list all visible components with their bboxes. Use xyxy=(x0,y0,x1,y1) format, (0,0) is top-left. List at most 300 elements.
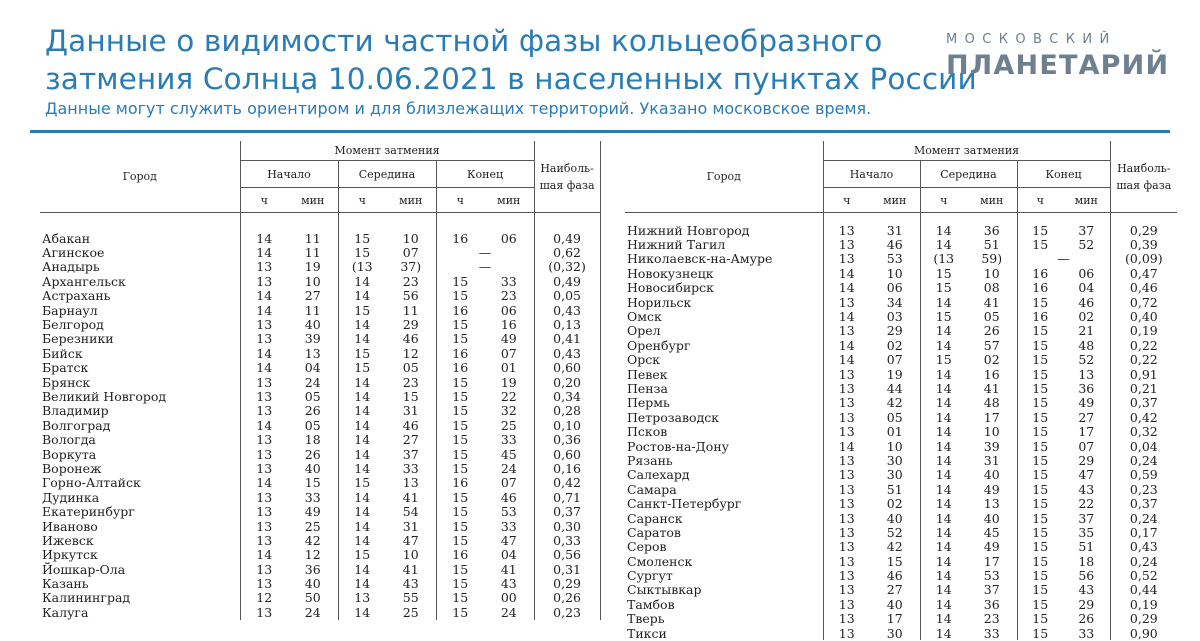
end-minute-cell: 43 xyxy=(1078,582,1095,598)
phase-cell: 0,62 xyxy=(534,245,600,259)
city-cell: Брянск xyxy=(42,374,91,390)
phase-cell: 0,26 xyxy=(534,591,600,605)
spacer-cell xyxy=(920,213,967,224)
city-cell: Николаевск-на-Амуре xyxy=(627,251,773,267)
city-cell: Санкт-Петербург xyxy=(627,496,742,512)
phase-cell: 0,22 xyxy=(1110,353,1177,367)
phase-cell: 0,24 xyxy=(1110,453,1177,467)
table-row xyxy=(40,461,600,475)
table-row xyxy=(625,540,1177,554)
header-minute: мин xyxy=(484,188,534,213)
phase-cell: 0,71 xyxy=(534,490,600,504)
city-cell: Нижний Тагил xyxy=(627,237,726,253)
phase-cell: 0,19 xyxy=(1110,324,1177,338)
city-cell: Рязань xyxy=(627,452,673,468)
middle-hour-cell: 14 xyxy=(338,274,386,288)
middle-hour-cell: 14 xyxy=(338,432,386,446)
middle-minute-cell: 46 xyxy=(402,417,419,433)
start-minute-cell: 11 xyxy=(304,302,321,318)
end-minute-cell: 07 xyxy=(500,345,517,361)
middle-hour-cell: 14 xyxy=(920,381,967,395)
end-minute-cell: 36 xyxy=(1078,380,1095,396)
end-minute-cell: 47 xyxy=(1078,467,1095,483)
spacer-cell xyxy=(436,213,484,232)
phase-cell: 0,04 xyxy=(1110,439,1177,453)
header-hour: ч xyxy=(338,188,386,213)
start-minute-cell: 02 xyxy=(886,337,903,353)
start-minute-cell: 42 xyxy=(886,395,903,411)
phase-cell: 0,32 xyxy=(1110,424,1177,438)
spacer-cell xyxy=(338,213,386,232)
end-hour-cell: 15 xyxy=(436,418,484,432)
end-hour-cell: 15 xyxy=(1017,424,1063,438)
middle-minute-cell: 08 xyxy=(983,280,1000,296)
middle-minute-cell: 12 xyxy=(402,345,419,361)
end-hour-cell: 15 xyxy=(436,375,484,389)
start-minute-cell: 27 xyxy=(304,288,321,304)
end-minute-cell: 24 xyxy=(500,604,517,620)
end-minute-cell: 17 xyxy=(1078,424,1095,440)
city-cell: Сургут xyxy=(627,568,673,584)
end-minute-cell: 23 xyxy=(500,288,517,304)
middle-minute-cell: 16 xyxy=(983,366,1000,382)
city-cell: Нижний Новгород xyxy=(627,222,750,238)
start-hour-cell: 13 xyxy=(240,504,288,518)
phase-cell: 0,30 xyxy=(534,519,600,533)
start-minute-cell: 25 xyxy=(304,518,321,534)
end-hour-cell: 15 xyxy=(436,591,484,605)
start-minute-cell: 27 xyxy=(886,582,903,598)
header-city: Город xyxy=(625,141,823,213)
table-row xyxy=(625,554,1177,568)
table-row xyxy=(40,548,600,562)
start-minute-cell: 42 xyxy=(886,539,903,555)
middle-hour-cell: 14 xyxy=(338,533,386,547)
middle-hour-cell: 14 xyxy=(920,410,967,424)
end-minute-cell: 48 xyxy=(1078,337,1095,353)
start-minute-cell: 29 xyxy=(886,323,903,339)
table-row xyxy=(625,367,1177,381)
end-minute-cell: 07 xyxy=(1078,438,1095,454)
middle-minute-cell: 07 xyxy=(402,245,419,261)
end-minute-cell: 06 xyxy=(500,230,517,246)
start-hour-cell: 14 xyxy=(240,361,288,375)
phase-cell: 0,49 xyxy=(534,231,600,245)
middle-hour-cell: 14 xyxy=(920,626,967,640)
end-minute-cell: 29 xyxy=(1078,596,1095,612)
city-cell: Дудинка xyxy=(42,489,100,505)
start-minute-cell: 26 xyxy=(304,403,321,419)
table-row xyxy=(40,361,600,375)
phase-cell: 0,24 xyxy=(1110,511,1177,525)
table-row xyxy=(625,568,1177,582)
start-hour-cell: 13 xyxy=(823,324,870,338)
start-hour-cell: 13 xyxy=(240,404,288,418)
phase-cell: 0,05 xyxy=(534,289,600,303)
phase-cell: 0,29 xyxy=(1110,223,1177,237)
end-minute-cell: 46 xyxy=(500,489,517,505)
start-minute-cell: 34 xyxy=(886,294,903,310)
start-minute-cell: 40 xyxy=(886,510,903,526)
middle-minute-cell: 05 xyxy=(402,360,419,376)
middle-minute-cell: 49 xyxy=(983,481,1000,497)
end-hour-cell: 15 xyxy=(436,432,484,446)
middle-hour-cell: 14 xyxy=(338,317,386,331)
middle-hour-cell: 14 xyxy=(920,468,967,482)
end-minute-cell: 00 xyxy=(500,590,517,606)
middle-minute-cell: 31 xyxy=(402,403,419,419)
start-minute-cell: 05 xyxy=(304,388,321,404)
end-hour-cell: 15 xyxy=(436,461,484,475)
phase-cell: 0,41 xyxy=(534,332,600,346)
start-minute-cell: 31 xyxy=(886,222,903,238)
end-hour-cell: 15 xyxy=(1017,237,1063,251)
start-hour-cell: 13 xyxy=(823,453,870,467)
start-minute-cell: 10 xyxy=(886,265,903,281)
start-minute-cell: 15 xyxy=(304,475,321,491)
start-minute-cell: 53 xyxy=(886,251,903,267)
spacer-cell xyxy=(534,213,600,232)
city-cell: Самара xyxy=(627,481,677,497)
city-cell: Новокузнецк xyxy=(627,265,714,281)
middle-hour-cell: 14 xyxy=(920,295,967,309)
end-minute-cell: 25 xyxy=(500,417,517,433)
middle-minute-cell: 33 xyxy=(402,460,419,476)
start-hour-cell: 13 xyxy=(823,381,870,395)
phase-cell: 0,72 xyxy=(1110,295,1177,309)
phase-cell: (0,32) xyxy=(534,260,600,274)
start-minute-cell: 40 xyxy=(304,460,321,476)
phase-cell: 0,16 xyxy=(534,461,600,475)
city-cell: Серов xyxy=(627,539,667,555)
city-cell: Иваново xyxy=(42,518,98,534)
city-cell: Калуга xyxy=(42,604,89,620)
middle-hour-cell: 14 xyxy=(338,375,386,389)
start-hour-cell: 13 xyxy=(240,260,288,274)
middle-hour-cell: 14 xyxy=(338,389,386,403)
table-row xyxy=(40,519,600,533)
end-hour-cell: 15 xyxy=(1017,439,1063,453)
middle-hour-cell: 15 xyxy=(920,266,967,280)
start-minute-cell: 07 xyxy=(886,352,903,368)
spacer-cell xyxy=(870,213,920,224)
table-row xyxy=(40,245,600,259)
table-spacer-row xyxy=(625,213,1177,224)
middle-minute-cell: 31 xyxy=(402,518,419,534)
end-hour-cell: 16 xyxy=(436,361,484,375)
middle-hour-cell: 14 xyxy=(338,490,386,504)
middle-hour-cell: 14 xyxy=(338,418,386,432)
table-row xyxy=(625,309,1177,323)
table-row xyxy=(40,260,600,274)
table-row xyxy=(625,252,1177,266)
end-minute-cell: 26 xyxy=(1078,611,1095,627)
middle-hour-cell: 15 xyxy=(338,361,386,375)
middle-minute-cell: 46 xyxy=(402,331,419,347)
end-hour-cell: 15 xyxy=(1017,324,1063,338)
start-hour-cell: 13 xyxy=(823,626,870,640)
table-row xyxy=(625,295,1177,309)
middle-minute-cell: 23 xyxy=(402,374,419,390)
end-hour-cell: 16 xyxy=(436,346,484,360)
start-hour-cell: 13 xyxy=(240,432,288,446)
table-row xyxy=(625,223,1177,237)
phase-cell: 0,28 xyxy=(534,404,600,418)
phase-cell: 0,34 xyxy=(534,389,600,403)
middle-hour-cell: 15 xyxy=(920,353,967,367)
end-hour-cell: 15 xyxy=(1017,367,1063,381)
city-cell: Саратов xyxy=(627,524,681,540)
middle-hour-cell: 14 xyxy=(338,576,386,590)
start-hour-cell: 13 xyxy=(240,562,288,576)
end-hour-cell: 15 xyxy=(436,404,484,418)
end-hour-cell: 15 xyxy=(1017,295,1063,309)
city-cell: Петрозаводск xyxy=(627,409,720,425)
header-hour: ч xyxy=(823,188,870,213)
city-cell: Йошкар-Ола xyxy=(42,561,126,577)
middle-minute-cell: 33 xyxy=(983,625,1000,641)
end-hour-cell: — xyxy=(436,245,534,259)
start-hour-cell: 13 xyxy=(240,576,288,590)
spacer-cell xyxy=(625,213,823,224)
middle-minute-cell: 41 xyxy=(983,294,1000,310)
header-divider xyxy=(30,130,1170,133)
middle-hour-cell: 14 xyxy=(920,496,967,510)
phase-cell: 0,24 xyxy=(1110,554,1177,568)
header-minute: мин xyxy=(1063,188,1110,213)
start-hour-cell: 13 xyxy=(823,396,870,410)
end-minute-cell: 47 xyxy=(500,532,517,548)
middle-minute-cell: 31 xyxy=(983,452,1000,468)
end-minute-cell: 33 xyxy=(500,518,517,534)
end-hour-cell: 16 xyxy=(436,303,484,317)
table-row xyxy=(40,303,600,317)
start-minute-cell: 26 xyxy=(304,446,321,462)
end-minute-cell: 22 xyxy=(1078,496,1095,512)
start-hour-cell: 12 xyxy=(240,591,288,605)
start-minute-cell: 40 xyxy=(304,576,321,592)
start-minute-cell: 10 xyxy=(304,273,321,289)
table-row xyxy=(40,375,600,389)
city-cell: Абакан xyxy=(42,230,91,246)
end-hour-cell: 15 xyxy=(436,519,484,533)
start-hour-cell: 14 xyxy=(823,353,870,367)
middle-hour-cell: 14 xyxy=(338,504,386,518)
start-minute-cell: 15 xyxy=(886,553,903,569)
start-hour-cell: 14 xyxy=(823,281,870,295)
middle-hour-cell: 14 xyxy=(920,237,967,251)
city-cell: Анадырь xyxy=(42,259,100,275)
middle-hour-cell: 14 xyxy=(920,396,967,410)
start-hour-cell: 13 xyxy=(823,367,870,381)
table-row xyxy=(625,396,1177,410)
phase-cell: 0,33 xyxy=(534,533,600,547)
city-cell: Бийск xyxy=(42,345,83,361)
table-row xyxy=(40,332,600,346)
city-cell: Волгоград xyxy=(42,417,111,433)
middle-hour-cell: 14 xyxy=(920,439,967,453)
table-row xyxy=(625,597,1177,611)
table-row xyxy=(625,468,1177,482)
end-hour-cell: 15 xyxy=(436,490,484,504)
city-cell: Владимир xyxy=(42,403,109,419)
header-phase-line1: Наиболь- xyxy=(1117,161,1171,175)
end-hour-cell: 15 xyxy=(1017,453,1063,467)
middle-minute-cell: 10 xyxy=(402,230,419,246)
header-minute: мин xyxy=(288,188,338,213)
middle-minute-cell: 54 xyxy=(402,504,419,520)
start-minute-cell: 24 xyxy=(304,604,321,620)
middle-minute-cell: 25 xyxy=(402,604,419,620)
start-hour-cell: 14 xyxy=(240,245,288,259)
middle-minute-cell: 17 xyxy=(983,553,1000,569)
spacer-cell xyxy=(240,213,288,232)
middle-minute-cell: 05 xyxy=(983,309,1000,325)
middle-minute-cell: 41 xyxy=(402,561,419,577)
start-hour-cell: 13 xyxy=(823,554,870,568)
start-hour-cell: 13 xyxy=(823,468,870,482)
middle-hour-cell: 15 xyxy=(338,245,386,259)
start-hour-cell: 13 xyxy=(823,424,870,438)
middle-minute-cell: 36 xyxy=(983,596,1000,612)
phase-cell: 0,43 xyxy=(534,303,600,317)
table-row xyxy=(40,562,600,576)
title-line-1: Данные о видимости частной фазы кольцеобразного xyxy=(45,24,883,58)
city-cell: Горно-Алтайск xyxy=(42,475,141,491)
phase-cell: (0,09) xyxy=(1110,252,1177,266)
end-minute-cell: 51 xyxy=(1078,539,1095,555)
header-phase xyxy=(534,141,600,213)
table-row xyxy=(625,453,1177,467)
phase-cell: 0,40 xyxy=(1110,309,1177,323)
middle-hour-cell: 14 xyxy=(338,332,386,346)
middle-minute-cell: 13 xyxy=(983,496,1000,512)
header-phase-line2: шая фаза xyxy=(539,178,595,192)
header-end: Конец xyxy=(1017,161,1110,188)
phase-cell: 0,43 xyxy=(1110,540,1177,554)
middle-hour-cell: 14 xyxy=(920,367,967,381)
end-minute-cell: 04 xyxy=(1078,280,1095,296)
middle-minute-cell: 17 xyxy=(983,409,1000,425)
header-phase-line1: Наиболь- xyxy=(540,161,594,175)
start-hour-cell: 13 xyxy=(823,496,870,510)
start-hour-cell: 14 xyxy=(823,266,870,280)
start-minute-cell: 42 xyxy=(304,532,321,548)
middle-hour-cell: 14 xyxy=(920,568,967,582)
start-hour-cell: 13 xyxy=(240,274,288,288)
start-minute-cell: 39 xyxy=(304,331,321,347)
end-minute-cell: 41 xyxy=(500,561,517,577)
middle-hour-cell: 14 xyxy=(920,324,967,338)
table-row xyxy=(625,381,1177,395)
start-minute-cell: 11 xyxy=(304,245,321,261)
end-hour-cell: — xyxy=(436,260,534,274)
middle-hour-cell: 13 xyxy=(338,591,386,605)
middle-minute-cell: 26 xyxy=(983,323,1000,339)
start-hour-cell: 13 xyxy=(823,597,870,611)
end-hour-cell: 15 xyxy=(436,274,484,288)
middle-hour-cell: 14 xyxy=(920,482,967,496)
phase-cell: 0,46 xyxy=(1110,281,1177,295)
middle-hour-cell: 15 xyxy=(920,309,967,323)
planetarium-logo xyxy=(946,32,1170,82)
middle-hour-cell: 15 xyxy=(338,346,386,360)
city-cell: Воронеж xyxy=(42,460,102,476)
middle-minute-cell: 53 xyxy=(983,568,1000,584)
middle-hour-cell: 14 xyxy=(920,525,967,539)
start-hour-cell: 13 xyxy=(823,223,870,237)
end-hour-cell: 15 xyxy=(1017,568,1063,582)
header-middle: Середина xyxy=(920,161,1017,188)
city-cell: Тамбов xyxy=(627,596,675,612)
middle-minute-cell: 37 xyxy=(983,582,1000,598)
end-minute-cell: 37 xyxy=(1078,222,1095,238)
table-row xyxy=(625,496,1177,510)
start-hour-cell: 13 xyxy=(240,461,288,475)
phase-cell: 0,31 xyxy=(534,562,600,576)
city-cell: Березники xyxy=(42,331,114,347)
table-row xyxy=(625,410,1177,424)
table-row xyxy=(625,511,1177,525)
end-hour-cell: 16 xyxy=(1017,281,1063,295)
middle-minute-cell: 29 xyxy=(402,317,419,333)
start-hour-cell: 13 xyxy=(240,533,288,547)
header-moment: Момент затмения xyxy=(240,141,534,161)
city-cell: Братск xyxy=(42,360,89,376)
middle-hour-cell: 14 xyxy=(920,453,967,467)
middle-minute-cell: 10 xyxy=(402,547,419,563)
middle-hour-cell: 14 xyxy=(920,338,967,352)
middle-hour-cell: 14 xyxy=(920,424,967,438)
middle-minute-cell: 39 xyxy=(983,438,1000,454)
middle-minute-cell: 23 xyxy=(402,273,419,289)
city-cell: Омск xyxy=(627,309,662,325)
end-minute-cell: 37 xyxy=(1078,510,1095,526)
table-row xyxy=(40,490,600,504)
start-minute-cell: 46 xyxy=(886,237,903,253)
middle-minute-cell: 55 xyxy=(402,590,419,606)
start-minute-cell: 04 xyxy=(304,360,321,376)
start-minute-cell: 03 xyxy=(886,309,903,325)
spacer-cell xyxy=(1110,213,1177,224)
middle-minute-cell: 45 xyxy=(983,524,1000,540)
end-hour-cell: 15 xyxy=(436,576,484,590)
start-hour-cell: 13 xyxy=(823,568,870,582)
end-minute-cell: 43 xyxy=(500,576,517,592)
city-cell: Великий Новгород xyxy=(42,388,167,404)
header-minute: мин xyxy=(967,188,1017,213)
header-start: Начало xyxy=(823,161,920,188)
middle-hour-cell: 14 xyxy=(920,612,967,626)
middle-hour-cell: 14 xyxy=(920,540,967,554)
middle-hour-cell: 14 xyxy=(338,404,386,418)
start-hour-cell: 13 xyxy=(823,511,870,525)
end-hour-cell: 16 xyxy=(1017,266,1063,280)
end-minute-cell: 07 xyxy=(500,475,517,491)
start-minute-cell: 36 xyxy=(304,561,321,577)
end-minute-cell: 56 xyxy=(1078,568,1095,584)
city-cell: Екатеринбург xyxy=(42,504,135,520)
middle-hour-cell: 14 xyxy=(338,461,386,475)
phase-cell: 0,22 xyxy=(1110,338,1177,352)
city-cell: Пермь xyxy=(627,395,670,411)
city-cell: Тверь xyxy=(627,611,665,627)
start-minute-cell: 05 xyxy=(304,417,321,433)
middle-minute-cell: 57 xyxy=(983,337,1000,353)
city-cell: Норильск xyxy=(627,294,692,310)
end-hour-cell: 16 xyxy=(436,231,484,245)
phase-cell: 0,59 xyxy=(1110,468,1177,482)
